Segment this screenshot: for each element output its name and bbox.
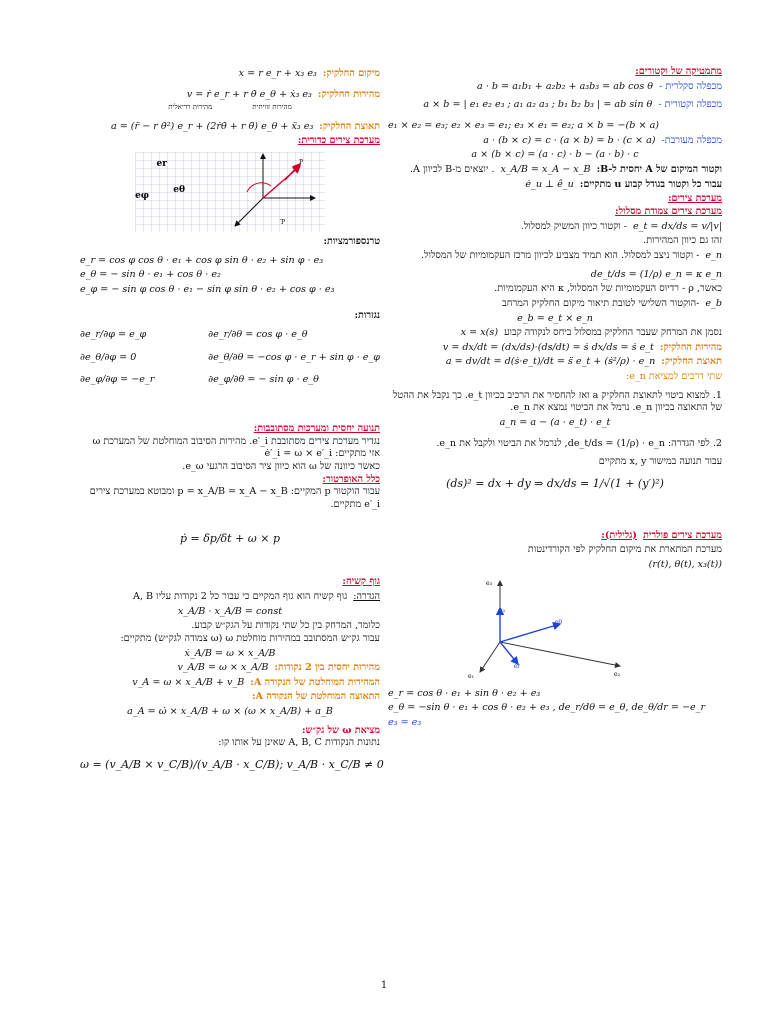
rigid-title: גוף קשיח: [342,576,380,588]
d6: ∂e_φ/∂φ = −e_r [80,374,155,386]
vel-row [388,342,722,355]
tr2: e_θ = − sin θ · e₁ + cos θ · e₂ [80,269,221,281]
pos-row [80,68,380,81]
svg-text:er: er [513,662,520,670]
math-title: מתמטיקה של וקטורים: [635,66,722,77]
d4: ∂e_θ/∂φ = 0 [80,351,137,363]
tr3: e_φ = − sin φ cos θ · e₁ − sin φ sin θ · e₂ + cos φ · e₃ [80,283,335,295]
absacc-label: התאוצה המוחלטת של הנקודה A: [252,691,380,703]
en-text: - וקטור ניצב למסלול. הוא תמיד מצביע לכיוון מרכז העקמומיות של המסלול. [420,249,700,261]
absvel-label: המהירות המוחלטת של הנקודה A: [250,676,380,688]
en-eq: de_t/ds = (1/ρ) e_n = κ e_n [590,268,722,280]
d3: ∂e_θ/∂θ = −cos φ · e_r + sin φ · e_φ [208,351,380,363]
d1: ∂e_r/∂θ = cos φ · e_θ [208,329,308,341]
fig-ephi: eφ [135,190,149,201]
right-column [388,66,722,732]
plane-text: עבור תנועה במישור x, y מתקיים [598,456,722,468]
acc-row [388,356,722,369]
mixed-row [388,135,722,148]
axes-title: מערכת צירים: [667,193,722,205]
s-text: נסמן את המרחק שעבר החלקיק במסלול ביחס לנקודה קבוע [504,327,722,339]
relvel-row [80,662,380,675]
et-row [388,221,722,234]
rigid-def-label: הגדרה: [353,590,380,602]
polar-coords: (r(t), θ(t), x₃(t)) [648,558,722,570]
polar-e3-eq: e₃ = e₃ [388,716,422,728]
way1-text: 1. למצוא ביטוי לתאוצת החלקיק a ואז להחסיר את הרכיב בכיוון e_t. כך נקבל את ההטל של התאוצה בכיוון e_n. נרמל את הביטוי נמצא את e_n. [392,389,722,414]
lacc-label: תאוצת החלקיק: [319,120,380,132]
polar-axes-figure [470,576,640,684]
rigid-text3: עבור גק״ש המסתובב במהירות מוחלטת ω (ω צמודה לגק״ש) מתקיים: [120,632,380,644]
rel-title: תנועה יחסית ומערכות מסתובבות: [253,423,380,435]
lacc-row [80,121,380,134]
plane-eq: (ds)² = dx + dy ⇒ dx/ds = 1/√(1 + (y′)²) [446,477,664,491]
polar-er-eq: e_r = cos θ · e₁ + sin θ · e₂ + e₃ [388,687,541,699]
svg-text:e₂: e₂ [614,670,620,678]
transform-title: טרנספורמציות: [323,235,380,247]
triple-eq: a × (b × c) = (a · c) · b − (a · b) · c [471,149,639,161]
dot-eq: a · b = a₁b₁ + a₂b₂ + a₃b₃ = ab cos θ [477,80,654,92]
en-row [388,250,722,281]
dot-label: מכפלה סקלרית - [659,80,722,92]
spherical-figure [135,152,325,232]
rho-text: כאשר, ρ - רדיוס העקמומיות של המסלול, κ היא העקמומיות. [494,283,722,295]
absvel-eq: v_A = ω × x_A/B + v_B [132,676,245,688]
omega-eq: ω = (v_A/B × v_C/B)/(v_A/B · x_C/B); v_A/B · x_C/B ≠ 0 [80,758,384,772]
lvel-label: מהירות החלקיק: [317,88,380,100]
eb-eq: e_b = e_t × e_n [517,312,593,324]
absacc-eq: a_A = ω̇ × x_A/B + ω × (ω × x_A/B) + a_B [127,706,333,718]
fig-er: er [156,158,167,169]
acc-label: תאוצת החלקיק: [661,356,722,368]
rigid-def: גוף קשיח הוא גוף המקיים כי עבור כל 2 נקודות עליו A, B [132,590,348,602]
rigid-eq: x_A/B · x_A/B = const [177,605,283,617]
svg-text:P: P [298,158,303,166]
svg-text:e₃: e₃ [499,606,505,614]
et-text: - וקטור כיוון המשיק למסלול. [520,220,627,232]
vel-annotations [80,103,380,112]
polar-title: מערכת צירים פולרית [642,529,722,541]
deriv-title: נגזרות: [354,310,380,322]
lvel-row [80,89,380,102]
way1-eq: a_n = a − (a · e_t) · e_t [499,417,611,429]
const-text: עבור כל וקטור בגודל קבוע u מתקיים: [579,178,722,190]
mixed-eq: a · (b × c) = c · (a × b) = b · (c × a) [483,134,656,146]
cross-product-row [388,99,722,112]
vel-eq: v = dx/dt = (dx/ds)·(ds/dt) = ṡ dx/ds = ṡ e_t [442,341,654,353]
deriv-grid [80,329,380,387]
cross-label: מכפלה וקטורית - [658,99,722,111]
polar-text: מערכת המתארת את מיקום החלקיק לפי הקורדינטות [527,544,722,556]
oper-text: עבור הוקטור p המקיים: p = x_A/B = x_A − x_B ומבוטא במערכת צירים e′_i מתקיים. [89,486,380,511]
rigid-def-row [80,591,380,604]
fig-etheta: eθ [173,184,185,195]
eb-row [388,298,722,311]
omega-title: מציאת ω של גק״ש: [302,724,380,736]
rel-text2: כאשר כיוונה של ω הוא כיוון ציר הסיבוב הרגעי e_ω. [182,461,380,473]
page-number: 1 [380,980,388,991]
d5: ∂e_φ/∂θ = − sin φ · e_θ [208,374,319,386]
way2-text: 2. לפי הגדרה: de_t/ds = (1/ρ) · e_n, לנרמל את הביטוי ולקבל את e_n. [436,437,722,449]
relpos-tail: . יוצאים מ-B לכיוון A. [409,163,495,175]
oper-title: כלל האופרטור: [322,473,380,485]
const-row [388,179,722,192]
dot-product-row [388,81,722,94]
rigid-eq2: ẋ_A/B = ω × x_A/B [184,647,276,659]
rel-text: נגדיר מערכת צירים מסתובבת e′_i. מהירות הסיבוב המוחלטת של המערכת ω אזי מתקיים: ė′_i = ω × e′_i [92,435,380,460]
relpos-text: וקטור המיקום של A יחסית ל-B: [596,163,722,175]
s-eq: x = x(s) [460,327,499,339]
et-text2: זהו גם כיוון המהירות. [643,235,722,247]
relvel-eq: v_A/B = ω × x_A/B [177,662,269,674]
left-column [80,66,384,775]
pos-eq: x = r e_r + x₃ e₃ [238,68,317,79]
polar-title2: (גלילית): [601,529,637,541]
oper-eq: ṗ = δp/δt + ω × p [179,531,281,545]
et-eq: e_t = dx/ds = v/|v| [633,220,722,232]
omega-text: נתונות הנקודות A, B, C שאינן על אותו קו: [218,737,380,749]
cross-eq: a × b = | e₁ e₂ e₃ ; a₁ a₂ a₃ ; b₁ b₂ b₃ | = ab sin θ [423,99,653,111]
vel-angular: מהירות זוויתית [252,103,292,112]
vel-radial: מהירות רדיאלית [168,103,213,112]
two-ways: שתי דרכים למציאת e_n: [625,371,722,383]
basis-eq: e₁ × e₂ = e₃; e₂ × e₃ = e₁; e₃ × e₁ = e₂; a × b = −(b × a) [388,119,660,131]
lacc-eq: a = (r̈ − r θ̇²) e_r + (2ṙθ̇ + r θ̈) e_θ + ẍ₃ e₃ [110,120,314,132]
acc-eq: a = dv/dt = d(ṡ·e_t)/dt = s̈ e_t + (ṡ²/ρ) · e_n [445,356,656,368]
polar-eth-eq: e_θ = −sin θ · e₁ + cos θ · e₂ + e₃ , de_r/dθ = e_θ, de_θ/dr = −e_r [388,702,706,714]
d2: ∂e_r/∂φ = e_φ [80,329,147,341]
sph-title: מערכת צירים כדורית: [297,135,380,147]
mixed-label: מכפלה מעורבת- [661,134,722,146]
relpos-eq: x_A/B = x_A − x_B [500,163,591,175]
pos-label: מיקום החלקיק: [322,68,380,79]
fig-e3-label: e₃ [486,579,492,587]
polar-title-row [388,530,722,543]
const-eq: ė_u ⊥ ê_u [525,178,574,190]
svg-text:P′: P′ [279,218,285,226]
vel-label: מהירות החלקיק: [659,341,722,353]
eb-sym: e_b [705,297,722,309]
s-row [388,327,722,340]
relpos-row [388,164,722,177]
svg-text:e₁: e₁ [468,672,474,680]
tr1: e_r = cos φ cos θ · e₁ + cos φ sin θ · e₂ + sin φ · e₃ [80,254,324,266]
relvel-label: מהירות יחסית בין 2 נקודות: [274,662,380,674]
en-sym: e_n [705,249,722,261]
absvel-row [80,677,380,690]
svg-text:eθ: eθ [554,618,562,626]
eb-text: -הוקטור השלישי לטובת תיאור מיקום החלקיק המרחב [502,297,700,309]
path-title: מערכת צירים צמודת מסלול: [615,205,722,217]
rigid-text2: כלומר, המרחק בין כל שתי נקודות על הגק״ש קבוע. [191,620,380,632]
lvel-eq: v = ṙ e_r + r θ̇ e_θ + ẋ₃ e₃ [186,88,312,100]
